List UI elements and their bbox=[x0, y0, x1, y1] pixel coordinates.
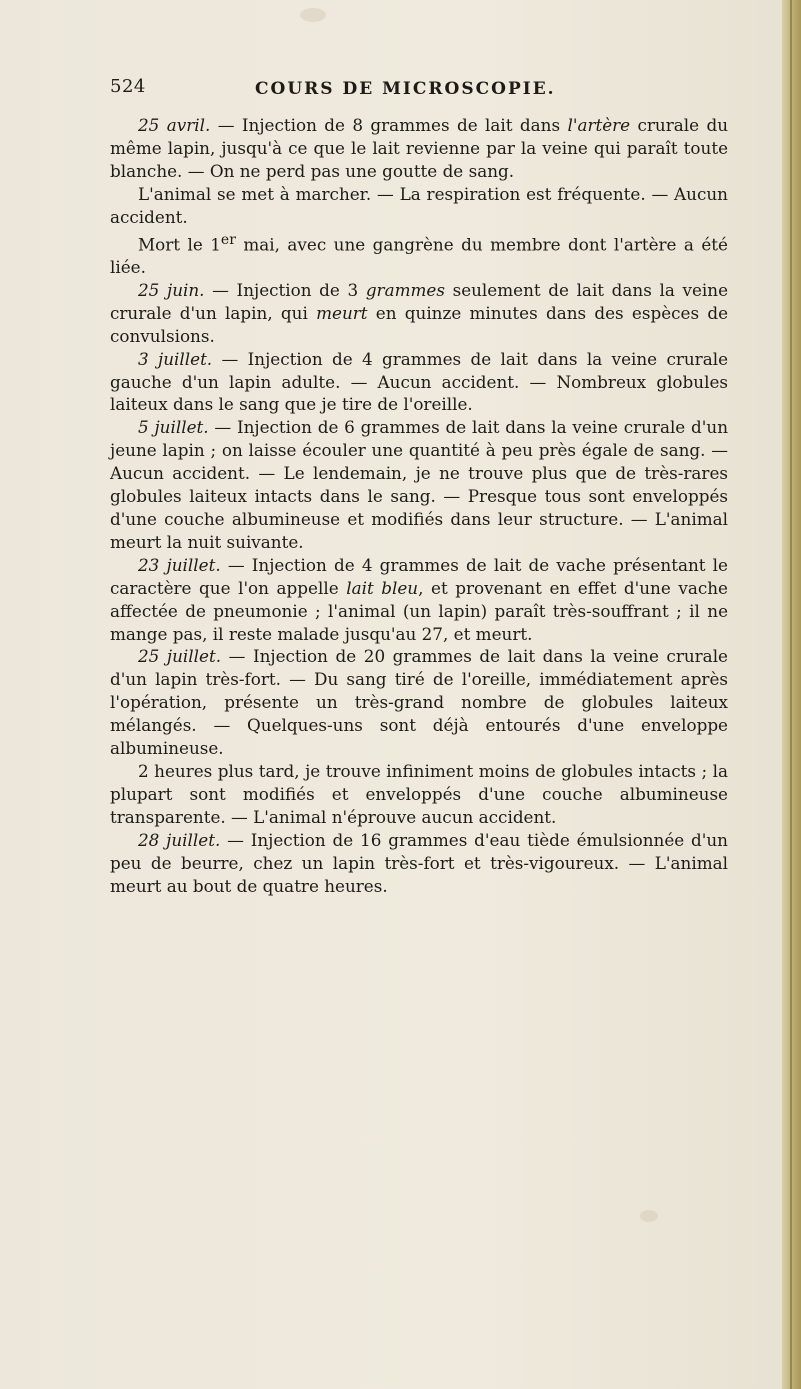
paragraph: 3 juillet. — Injection de 4 grammes de lait dans la veine crurale gauche d'un lapin adulte. — Aucun accident. — Nombreux globules laiteux dans le sang que je tire de l'oreille. bbox=[110, 348, 729, 415]
paragraph: 25 juillet. — Injection de 20 grammes de lait dans la veine crurale d'un lapin très-fort. — Du sang tiré de l'oreille, immédiatement après l'opération, présente un très-grand nombre de globules laiteux mélangés. — Quelques-uns sont déjà entourés d'une enveloppe albumineuse. bbox=[110, 646, 728, 759]
paragraph: 5 juillet. — Injection de 6 grammes de lait dans la veine crurale d'un jeune lapin ; on laisse écouler une quantité à peu près égale de sang. — Aucun accident. — Le lendemain, je ne trouve plus que de très-rares globules laiteux intacts dans le sang. — Presque tous sont enveloppés d'une couche albumineuse et modifiés dans leur structure. — L'animal meurt la nuit suivante. bbox=[110, 417, 728, 552]
paragraph: 28 juillet. — Injection de 16 grammes d'eau tiède émulsionnée d'un peu de beurre, chez un lapin très-fort et très-vigoureux. — L'animal meurt au bout de quatre heures. bbox=[110, 829, 728, 896]
paragraph: 25 juin. — Injection de 3 grammes seulement de lait dans la veine crurale d'un lapin, qui meurt en quinze minutes dans des espèces de convulsions. bbox=[110, 279, 729, 346]
paragraph: 2 heures plus tard, je trouve infiniment moins de globules intacts ; la plupart sont modifiés et enveloppés d'une couche albumineuse transparente. — L'animal n'éprouve aucun accident. bbox=[110, 760, 728, 827]
page-header bbox=[110, 76, 730, 106]
body-text bbox=[110, 114, 728, 897]
paragraph: 23 juillet. — Injection de 4 grammes de lait de vache présentant le caractère que l'on appelle lait bleu, et provenant en effet d'une vache affectée de pneumonie ; l'animal (un lapin) paraît très-souffrant ; il ne mange pas, il reste malade jusqu'au 27, et meurt. bbox=[110, 554, 728, 644]
running-head: COURS DE MICROSCOPIE. bbox=[255, 79, 556, 99]
book-fore-edge-line bbox=[790, 0, 792, 1389]
paragraph: 25 avril. — Injection de 8 grammes de lait dans l'artère crurale du même lapin, jusqu'à ce que le lait revienne par la veine qui paraît toute blanche. — On ne perd pas une goutte de sang. bbox=[110, 115, 729, 181]
page-number: 524 bbox=[110, 76, 146, 97]
paper-stain bbox=[300, 8, 326, 22]
paper-stain bbox=[640, 1210, 658, 1222]
paragraph: Mort le 1er mai, avec une gangrène du membre dont l'artère a été liée. bbox=[110, 231, 728, 278]
paragraph: L'animal se met à marcher. — La respiration est fréquente. — Aucun accident. bbox=[110, 183, 728, 227]
